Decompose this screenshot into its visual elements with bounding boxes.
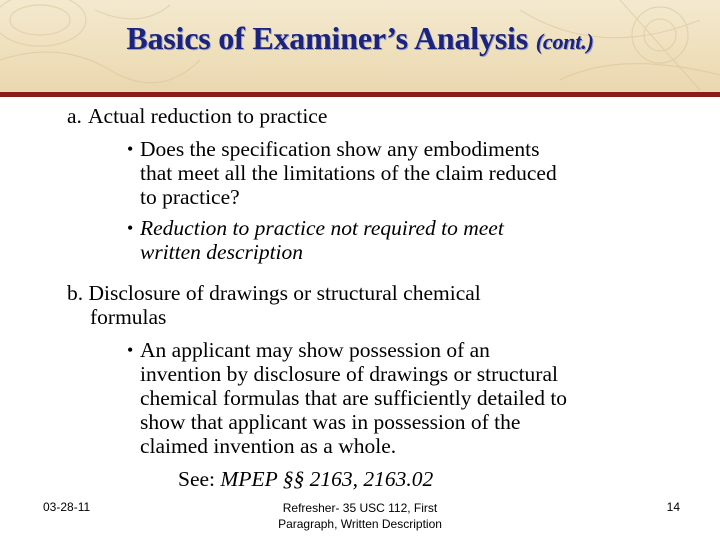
section-a-marker: a. <box>67 104 82 128</box>
bullet-a1-line-3: to practice? <box>140 185 240 209</box>
see-citation: MPEP §§ 2163, 2163.02 <box>220 467 434 491</box>
bullet-icon: • <box>127 139 134 159</box>
bullet-b1-line-5: claimed invention as a whole. <box>140 434 397 458</box>
bullet-b1-line-3: chemical formulas that are sufficiently detailed to <box>140 386 568 410</box>
footer-center <box>240 500 480 532</box>
slide-title-suffix: (cont.) <box>535 29 594 54</box>
bullet-b1-line-2: invention by disclosure of drawings or structural <box>140 362 558 386</box>
section-b-heading-line-2: formulas <box>90 305 167 329</box>
footer-date: 03-28-11 <box>43 500 91 514</box>
bullet-a1-line-1: Does the specification show any embodiments <box>140 137 540 161</box>
see-reference <box>178 467 433 491</box>
slide-title-text: Basics of Examiner’s Analysis <box>126 20 528 56</box>
bullet-a1-line-2: that meet all the limitations of the claim reduced <box>140 161 557 185</box>
bullet-b1-line-1: An applicant may show possession of an <box>140 338 490 362</box>
footer-page-number: 14 <box>666 500 680 514</box>
section-b-heading-line-1: b. Disclosure of drawings or structural chemical <box>67 281 481 305</box>
section-a-heading: Actual reduction to practice <box>88 104 328 128</box>
bullet-icon: • <box>127 340 134 360</box>
bullet-a2-line-2: written description <box>140 240 304 264</box>
footer-center-line-1: Refresher- 35 USC 112, First <box>282 501 438 515</box>
bullet-icon: • <box>127 218 134 238</box>
bullet-a2-line-1: Reduction to practice not required to meet <box>140 216 504 240</box>
see-label: See: <box>178 467 221 491</box>
bullet-b1-line-4: show that applicant was in possession of the <box>140 410 521 434</box>
footer-center-line-2: Paragraph, Written Description <box>278 517 442 531</box>
